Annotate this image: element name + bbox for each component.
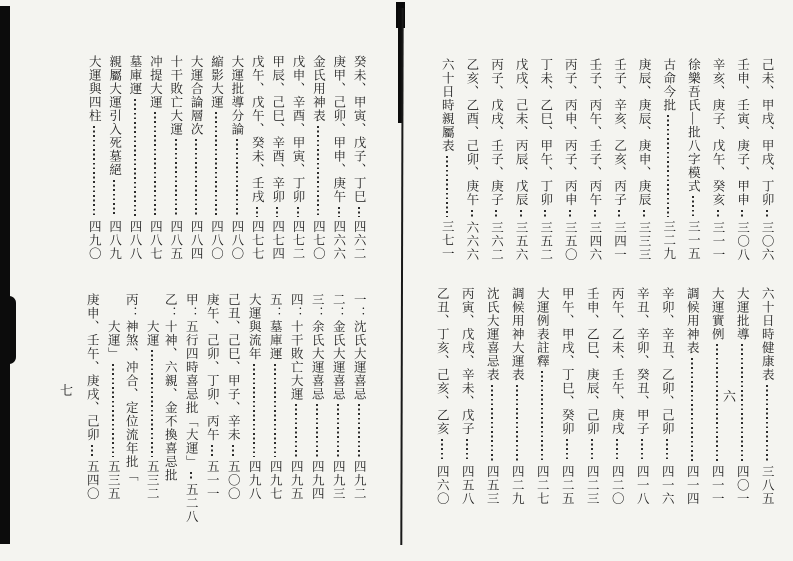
dotted-leader [134,99,136,217]
toc-entry-line [659,58,677,260]
toc-entry-line [268,55,286,260]
entry-page-number: 三四一 [612,220,627,261]
dotted-leader [337,404,339,457]
entry-page-number: 四一六 [660,464,675,505]
entry-page-number: 四七二 [291,219,305,260]
toc-entry [105,55,123,260]
toc-entry-line [122,293,140,500]
dotted-leader [91,445,93,457]
entry-title: 壬申、乙巳、庚辰、己卯 [585,287,600,436]
dotted-leader [569,210,571,218]
toc-entry [483,287,501,505]
toc-entry [558,287,576,505]
entry-title: 壬子、辛亥、乙亥、丙子 [612,58,627,207]
entry-title: 沈氏大運喜忌表 [485,287,500,382]
entry-title: 三：余氏大運喜忌 [310,293,325,401]
entry-title: 己丑、己巳、甲子、辛未 [226,293,241,442]
toc-entry [287,293,305,500]
entry-title: 縮影大運 [209,55,224,109]
toc-entry-line [167,55,185,260]
toc-entry-line [309,55,327,260]
entry-page-number: 四五八 [460,464,475,505]
toc-entry-line [533,287,551,505]
entry-title-continued: 大運」 [106,320,121,361]
entry-title: 大運實例 [710,287,725,341]
dotted-leader [541,371,543,462]
entry-page-number: 五四〇 [85,459,100,500]
toc-entry-line [508,287,526,505]
dotted-leader [211,445,213,457]
entry-page-number: 五二八 [184,482,199,523]
entry-title: 調候用神表 [685,287,700,355]
toc-entry [633,287,651,505]
toc-entry-line [245,293,263,500]
entry-title: 大運與四柱 [87,55,102,123]
toc-entry [309,55,327,260]
dotted-leader [766,385,768,462]
dotted-leader [618,210,620,218]
entry-title: 大運批導分論 [229,55,244,136]
toc-entry [683,287,701,505]
entry-page-number: 四一一 [710,464,725,505]
toc-entry [508,287,526,505]
entry-page-number: 五〇〇 [226,459,241,500]
toc-entry-line [709,58,727,260]
toc-entry-line [758,58,776,260]
dotted-leader [491,385,493,462]
dotted-leader [232,445,234,457]
page-right [408,0,793,561]
entry-title: 丙子、丙申、丙子、丙申 [563,58,578,207]
dotted-leader [295,404,297,457]
dotted-leader [741,344,743,462]
toc-entry-line [329,293,347,500]
toc-entry-line [207,55,225,260]
toc-entry [709,58,727,260]
entry-title: 大運批導 [735,287,750,341]
toc-entry-line [350,55,368,260]
entry-page-number: 四五三 [485,464,500,505]
entry-page-number: 四八〇 [209,219,224,260]
entry-page-number: 五一一 [205,459,220,500]
toc-entry [512,58,530,260]
entry-title: 辛丑、辛卯、癸丑、甲子 [635,287,650,436]
toc-entry-line [350,293,368,500]
toc-entry [658,287,676,505]
toc-entry [104,293,140,500]
toc-entry-line [608,287,626,505]
entry-page-number: 三八五 [760,464,775,505]
entry-page-number: 三一一 [710,220,725,261]
entry-title: 甲辰、己巳、辛酉、辛卯 [270,55,285,204]
toc-entry [635,58,653,260]
entry-title: 六十日時親屬表 [440,58,455,153]
toc-entry-line [610,58,628,260]
toc-entry [143,293,179,500]
entry-page-number: 三五〇 [563,220,578,261]
entry-title: 丙：神煞、冲合、定位流年批「 [124,293,139,482]
page-gutter-line [400,8,403,545]
entry-page-number: 四八八 [128,219,142,260]
entry-title: 辛卯、辛丑、乙卯、己卯 [660,287,675,436]
toc-band-left-top [85,55,368,260]
entry-page-number: 三二九 [661,219,676,260]
toc-entry-line [104,293,122,500]
entry-title: 金氏用神表 [311,55,326,123]
entry-page-number: 四七〇 [311,219,326,260]
dotted-leader [544,210,546,218]
entry-title: 庚申、壬午、庚戌、己卯 [85,293,100,442]
entry-page-number: 五三二 [145,459,160,500]
dotted-leader [594,210,596,218]
dotted-leader [446,156,448,217]
dotted-leader [358,404,360,457]
entry-page-number: 四八〇 [229,219,244,260]
dotted-leader [466,439,468,462]
toc-entry-line [85,55,103,260]
entry-title: 十干敗亡大運 [168,55,183,136]
dotted-leader [276,207,278,217]
dotted-leader [190,472,192,480]
entry-page-number: 三六二 [489,220,504,261]
dotted-leader [236,139,238,217]
entry-title: 親屬大運引入死墓絕 [107,55,122,177]
entry-title: 大運與流年 [247,293,262,361]
dotted-leader [616,439,618,462]
entry-title: 冲提大運 [148,55,163,109]
toc-entry [561,58,579,260]
dotted-leader [716,344,718,462]
entry-title-continued: 大運 [145,320,160,347]
toc-band-left-bottom [83,293,368,523]
toc-entry [187,55,205,260]
toc-entry [289,55,307,260]
toc-entry [659,58,677,260]
toc-entry [733,58,751,260]
entry-page-number: 三四六 [587,220,602,261]
toc-entry-line [289,55,307,260]
entry-page-number: 四二七 [535,464,550,505]
dotted-leader [253,364,255,457]
dotted-leader [338,207,340,217]
entry-title: 墓庫運 [128,55,142,96]
entry-page-number: 三三三 [637,220,652,261]
toc-entry [684,58,702,260]
toc-entry-line [83,293,101,500]
toc-entry [583,287,601,505]
entry-title: 戊戌、己未、丙辰、戊辰 [514,58,529,207]
toc-entry-line [330,55,348,260]
toc-entry-line [224,293,242,500]
folio-right: 六 [723,389,737,404]
toc-entry-line [586,58,604,260]
entry-page-number: 四六二 [352,219,367,260]
toc-entry-line [248,55,266,260]
entry-title: 調候用神大運表 [510,287,525,382]
entry-title: 大運例表註釋 [535,287,550,368]
toc-entry [126,55,144,260]
toc-entry [330,55,348,260]
toc-entry [586,58,604,260]
entry-title: 乙丑、丁亥、己亥、乙亥 [435,287,450,436]
scan-edge-artifact-left [0,6,10,544]
entry-page-number: 四八七 [148,219,163,260]
page-left [10,0,395,561]
dotted-leader [566,439,568,462]
toc-entry [610,58,628,260]
toc-entry-line [733,58,751,260]
entry-title: 庚辰、庚辰、庚申、庚辰 [637,58,652,207]
toc-entry-line [146,55,164,260]
entry-page-number: 四九八 [247,459,262,500]
toc-entry-line [143,293,161,500]
dotted-leader [274,364,276,457]
toc-entry [224,293,242,500]
toc-entry-line [438,58,456,260]
entry-title: 徐樂吾氏—批八字模式 [686,58,701,193]
entry-page-number: 四〇一 [735,464,750,505]
toc-entry [608,287,626,505]
toc-entry-line [463,58,481,260]
toc-entry-line [558,287,576,505]
toc-entry [203,293,221,500]
toc-entry-line [228,55,246,260]
entry-page-number: 四六六 [331,219,346,260]
entry-page-number: 三〇八 [735,220,750,261]
dotted-leader [591,439,593,462]
entry-title: 壬子、丙午、壬子、丙午 [587,58,602,207]
entry-page-number: 四二〇 [610,464,625,505]
toc-entry [146,55,164,260]
dotted-leader [766,210,768,218]
entry-title: 庚甲、己卯、甲申、庚午 [331,55,346,204]
entry-page-number: 四九四 [310,459,325,500]
dotted-leader [358,207,360,217]
entry-page-number: 四二三 [585,464,600,505]
entry-page-number: 四八五 [168,219,183,260]
entry-title: 戊申、辛酉、甲寅、丁卯 [291,55,305,204]
toc-entry-line [203,293,221,500]
toc-entry [83,293,101,500]
toc-entry-line [635,58,653,260]
entry-page-number: 四七四 [270,219,285,260]
toc-entry-line [483,287,501,505]
toc-entry-line [684,58,702,260]
entry-title: 乙：十神、六親、金不換喜忌批 [163,293,178,482]
toc-entry-line [633,287,651,505]
toc-entry [266,293,284,500]
toc-entry [245,293,263,500]
entry-title: 辛亥、庚子、戊午、癸亥 [710,58,725,207]
entry-page-number: 三五二 [538,220,553,261]
dotted-leader [317,126,319,217]
toc-entry-line [683,287,701,505]
toc-entry [438,58,456,260]
entry-title: 己未、甲戌、甲戌、丁卯 [760,58,775,207]
toc-entry-line [512,58,530,260]
toc-entry [350,55,368,260]
toc-entry-line [187,55,205,260]
dotted-leader [316,404,318,457]
entry-title: 大運合論層次 [189,55,204,136]
entry-page-number: 四六〇 [435,464,450,505]
dotted-leader [666,439,668,462]
entry-page-number: 四一八 [635,464,650,505]
dotted-leader [215,112,217,217]
entry-page-number: 四九二 [352,459,367,500]
toc-entry-line [536,58,554,260]
entry-title: 壬申、壬寅、庚子、甲申 [735,58,750,207]
toc-entry-line [182,293,200,523]
dotted-leader [692,196,694,217]
toc-entry-line [266,293,284,500]
entry-title: 庚午、己卯、丁卯、丙午 [205,293,220,442]
dotted-leader [113,180,115,217]
entry-page-number: 三七一 [440,219,455,260]
dotted-leader [93,126,95,217]
entry-title: 癸未、甲寅、戊子、丁巳 [352,55,367,204]
entry-title: 五：墓庫運 [268,293,283,361]
dotted-leader [641,439,643,462]
toc-entry-line [287,293,305,500]
dotted-leader [643,210,645,218]
toc-entry [167,55,185,260]
toc-entry-line [161,293,179,500]
entry-page-number: 四一四 [685,464,700,505]
dotted-leader [195,139,197,217]
toc-entry-line [433,287,451,505]
dotted-leader [297,207,299,217]
dotted-leader [717,210,719,218]
entry-title: 甲午、甲戌、丁巳、癸卯 [560,287,575,436]
toc-entry [487,58,505,260]
toc-entry [536,58,554,260]
dotted-leader [520,210,522,218]
toc-entry [85,55,103,260]
entry-title: 丙午、乙未、壬午、庚戌 [610,287,625,436]
dotted-leader [154,112,156,217]
entry-page-number: 四九三 [331,459,346,500]
entry-page-number: 四八九 [107,219,122,260]
toc-entry [248,55,266,260]
toc-entry [308,293,326,500]
entry-page-number: 四九七 [268,459,283,500]
entry-title: 古命今批 [661,58,676,112]
dotted-leader [112,364,114,457]
toc-entry-line [758,287,776,505]
toc-entry [207,55,225,260]
toc-entry [458,287,476,505]
entry-page-number: 五三五 [106,459,121,500]
folio-left: 七 [60,383,74,398]
entry-page-number: 六六六 [464,220,479,261]
entry-page-number: 四九五 [289,459,304,500]
entry-title: 一：沈氏大運喜忌 [352,293,367,401]
dotted-leader [516,385,518,462]
entry-title: 丁未、乙巳、甲午、丁卯 [538,58,553,207]
entry-title: 甲：五行四時喜忌批「大運」 [184,293,199,469]
toc-entry [758,287,776,505]
dotted-leader [471,210,473,218]
entry-title: 四：十干敗亡大運 [289,293,304,401]
entry-title: 戊午、戊午、癸未、壬戌 [250,55,265,204]
entry-page-number: 四二五 [560,464,575,505]
toc-band-right-top [438,58,776,260]
toc-entry-line [561,58,579,260]
entry-page-number: 四七七 [250,219,265,260]
dotted-leader [691,358,693,462]
entry-title: 丙寅、戊戌、辛未、戊子 [460,287,475,436]
toc-entry [182,293,200,523]
toc-entry [758,58,776,260]
dotted-leader [495,210,497,218]
toc-entry-line [126,55,144,260]
toc-entry-line [487,58,505,260]
toc-entry-line [658,287,676,505]
toc-entry [533,287,551,505]
dotted-leader [175,139,177,217]
entry-page-number: 四九〇 [87,219,102,260]
toc-entry [350,293,368,500]
entry-title: 六十日時健康表 [760,287,775,382]
entry-title: 乙亥、乙酉、己卯、庚午 [464,58,479,207]
dotted-leader [256,207,258,217]
entry-page-number: 三〇六 [760,220,775,261]
toc-entry [228,55,246,260]
entry-page-number: 四八四 [189,219,204,260]
toc-entry [463,58,481,260]
toc-entry-line [308,293,326,500]
toc-entry-line [105,55,123,260]
entry-title: 二：金氏大運喜忌 [331,293,346,401]
entry-page-number: 四二九 [510,464,525,505]
toc-entry [329,293,347,500]
entry-page-number: 三一五 [686,219,701,260]
dotted-leader [667,115,669,217]
toc-entry-line [458,287,476,505]
dotted-leader [441,439,443,462]
toc-entry-line [583,287,601,505]
toc-entry [433,287,451,505]
dotted-leader [151,350,153,457]
dotted-leader [741,210,743,218]
entry-title: 丙子、戊戌、壬子、庚子 [489,58,504,207]
toc-entry [268,55,286,260]
entry-page-number: 三五六 [514,220,529,261]
